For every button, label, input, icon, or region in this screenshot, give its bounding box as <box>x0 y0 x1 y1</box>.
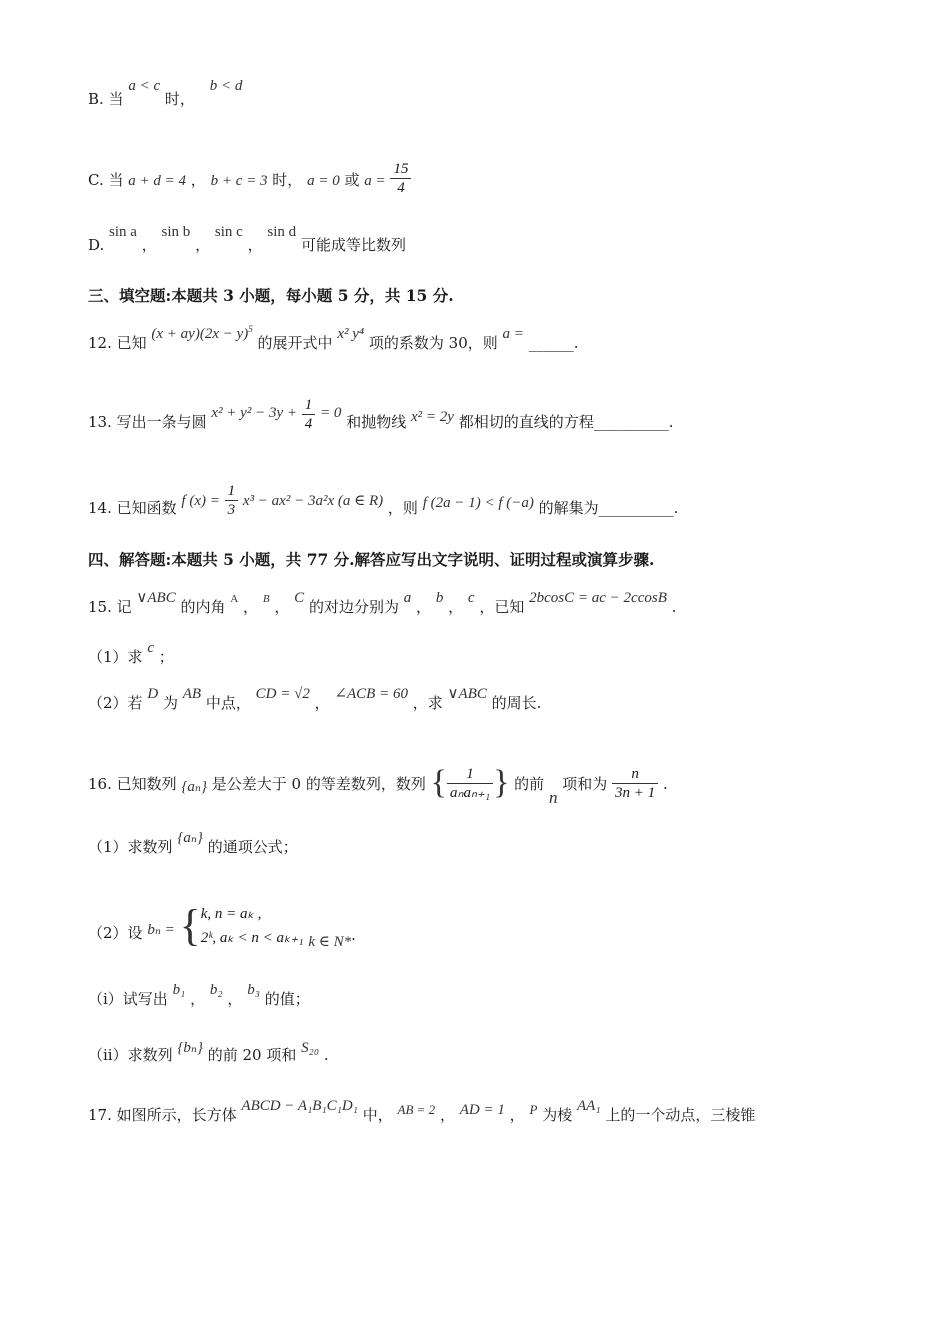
q16-p2-case-2: 2ᵏ, aₖ < n < aₖ₊₁ <box>200 929 304 946</box>
option-d <box>88 224 406 255</box>
q17-cuboid: ABCD − A₁B₁C₁D₁ <box>241 1098 358 1114</box>
fraction-numerator: 1 <box>447 765 493 784</box>
q16-pii-sequence: {bₙ} <box>177 1040 203 1056</box>
q13-circle-rhs: = 0 <box>320 404 342 421</box>
option-d-comma-1: ， <box>141 236 157 254</box>
q15-sep-4: ， <box>448 598 464 616</box>
q16-text-2: 的前 <box>514 775 545 793</box>
q15-side-a: a <box>403 590 412 606</box>
q17-text-2: 为棱 <box>542 1106 573 1124</box>
question-13 <box>88 376 674 432</box>
q16-p2-cases <box>201 902 304 950</box>
q15-text-1: 的内角 <box>180 598 226 616</box>
fraction-denominator: 3 <box>227 502 236 518</box>
option-c-eq3: a = 0 <box>307 172 340 189</box>
q15-p2-sep: ， <box>314 694 330 712</box>
option-d-tail: 可能成等比数列 <box>300 236 406 254</box>
q14-function-rhs: x³ − ax² − 3a²x (a ∈ R) <box>242 492 384 509</box>
fraction-denominator: 4 <box>304 416 313 432</box>
left-brace-icon: { <box>179 901 201 950</box>
q15-p2-cd: CD = √2 <box>255 686 310 702</box>
option-c-or: 或 <box>344 170 360 189</box>
question-14 <box>88 468 679 518</box>
q16-part-ii <box>88 1040 329 1064</box>
q16-part-i <box>88 982 310 1008</box>
q15-part-2 <box>88 686 542 713</box>
q15-p2-text-3: ，求 <box>412 694 443 712</box>
right-brace-icon: } <box>493 764 510 801</box>
q16-pi-b2: b₂ <box>209 982 223 998</box>
option-c <box>88 140 411 196</box>
q13-fraction <box>302 396 316 433</box>
q16-p1-label: （1）求数列 <box>88 838 173 856</box>
q15-sep-2: ， <box>274 598 290 616</box>
question-15 <box>88 590 677 617</box>
q16-pi-b1: b₁ <box>172 982 186 998</box>
q16-pii-text: 的前 20 项和 <box>207 1046 297 1064</box>
q15-p2-point-d: D <box>147 686 159 702</box>
q16-pi-label: （i）试写出 <box>88 990 168 1008</box>
option-b-label: B. 当 <box>88 90 124 108</box>
q16-part-2 <box>88 886 356 950</box>
option-c-fraction <box>390 160 411 197</box>
option-b-condition: a < c <box>128 78 161 94</box>
question-16 <box>88 750 668 807</box>
q15-p2-label: （2）若 <box>88 694 143 712</box>
q16-p2-b: bₙ = <box>147 921 175 938</box>
option-d-comma-3: ， <box>247 236 263 254</box>
q14-label: 14. 已知函数 <box>88 498 177 517</box>
q16-sum-fraction <box>612 765 658 802</box>
q17-label: 17. 如图所示，长方体 <box>88 1106 237 1124</box>
q15-angle-c: C <box>294 590 305 606</box>
section-3-heading: 三、填空题:本题共 3 小题，每小题 5 分，共 15 分. <box>88 286 454 305</box>
fraction-denominator: aₙaₙ₊₁ <box>449 784 491 801</box>
option-d-term-3: sin c <box>214 224 243 240</box>
option-b <box>88 78 243 109</box>
left-brace-icon: { <box>430 764 447 801</box>
q12-term: x² y⁴ <box>337 326 365 342</box>
q16-pi-sep-1: ， <box>190 990 206 1008</box>
q15-condition: 2bcosC = ac − 2ccosB <box>529 590 667 606</box>
q17-sep-1: ， <box>439 1106 455 1124</box>
fraction-denominator: 4 <box>397 180 405 196</box>
question-17 <box>88 1098 756 1124</box>
q15-p2-angle: ∠ACB = 60 <box>334 686 408 702</box>
q15-text-2: 的对边分别为 <box>308 598 399 616</box>
q16-sequence: {aₙ} <box>181 779 207 795</box>
q17-ab: AB = 2 <box>397 1102 436 1117</box>
q16-reciprocal-fraction <box>447 765 493 802</box>
option-c-eq1: a + d = 4 <box>128 172 187 189</box>
option-c-sep: ， <box>190 170 206 189</box>
q15-p2-segment-ab: AB <box>182 686 202 702</box>
q16-n: n <box>548 788 558 807</box>
option-d-label: D. <box>88 236 105 254</box>
fraction-numerator: 1 <box>225 482 239 501</box>
q12-exponent: 5 <box>248 324 253 334</box>
q12-expression: (x + ay)(2x − y) <box>151 326 249 342</box>
fraction-denominator: 3n + 1 <box>615 784 656 801</box>
q16-p2-dot: . <box>351 925 356 944</box>
q13-parabola: x² = 2y <box>411 408 454 425</box>
q14-tail: 的解集为__________. <box>538 498 679 517</box>
q15-p1-var: c <box>147 640 154 656</box>
q15-dot: . <box>671 598 677 616</box>
question-12 <box>88 324 579 353</box>
q16-pii-s20: S₂₀ <box>301 1040 320 1056</box>
q16-text-3: 项和为 <box>562 775 608 793</box>
q12-variable: a = <box>502 326 524 342</box>
q15-p2-end: 的周长. <box>491 694 542 712</box>
q15-text-3: ，已知 <box>479 598 525 616</box>
q16-pii-end: . <box>323 1046 329 1064</box>
q15-side-b: b <box>435 590 444 606</box>
q16-pi-b3: b₃ <box>247 982 260 998</box>
option-c-eq4-lhs: a = <box>364 172 386 189</box>
q15-p1-label: （1）求 <box>88 648 143 666</box>
q14-mid: ，则 <box>387 498 418 517</box>
q15-sep-1: ， <box>243 598 259 616</box>
option-d-term-2: sin b <box>161 224 191 240</box>
q16-p1-sequence: {aₙ} <box>177 830 203 846</box>
option-c-eq2: b + c = 3 <box>210 172 268 189</box>
option-b-result: b < d <box>209 78 243 94</box>
option-c-label: C. 当 <box>88 170 124 189</box>
q13-tail: 都相切的直线的方程__________. <box>458 412 674 431</box>
q16-pi-end: 的值； <box>264 990 310 1008</box>
q15-p2-text-1: 为 <box>162 694 178 712</box>
q16-dot: . <box>662 775 668 793</box>
q17-text-1: 中， <box>362 1106 393 1124</box>
q16-p2-label: （2）设 <box>88 923 143 942</box>
fraction-numerator: 1 <box>302 396 316 415</box>
q15-p2-text-2: 中点， <box>205 694 251 712</box>
q12-mid: 的展开式中 <box>257 334 333 352</box>
option-d-term-4: sin d <box>267 224 297 240</box>
q15-p2-triangle: ∨ABC <box>447 686 487 702</box>
fraction-numerator: n <box>612 765 658 784</box>
q15-triangle: ∨ABC <box>136 590 176 606</box>
section-4-heading: 四、解答题:本题共 5 小题，共 77 分.解答应写出文字说明、证明过程或演算步骤. <box>88 550 655 569</box>
q17-point-p: P <box>529 1102 538 1117</box>
q15-label: 15. 记 <box>88 598 132 616</box>
q15-sep-3: ， <box>416 598 432 616</box>
option-c-mid: 时， <box>272 170 303 189</box>
q15-angle-a: A <box>230 593 239 605</box>
q17-edge: AA₁ <box>577 1098 601 1114</box>
q17-sep-2: ， <box>509 1106 525 1124</box>
option-d-term-1: sin a <box>109 224 137 240</box>
q12-label: 12. 已知 <box>88 334 147 352</box>
q15-angle-b: B <box>262 593 270 605</box>
q12-tail: 项的系数为 30，则 <box>368 334 498 352</box>
q16-text-1: 是公差大于 0 的等差数列，数列 <box>211 775 426 793</box>
q12-blank: ______. <box>528 334 579 352</box>
q16-p1-end: 的通项公式； <box>207 838 298 856</box>
q16-p2-case-1: k, n = aₖ , <box>200 905 262 922</box>
q15-side-c: c <box>467 590 475 606</box>
q14-inequality: f (2a − 1) < f (−a) <box>422 494 534 511</box>
q13-circle-lhs: x² + y² − 3y + <box>211 404 297 421</box>
q13-mid: 和抛物线 <box>346 412 407 431</box>
q16-pii-label: （ii）求数列 <box>88 1046 173 1064</box>
q17-ad: AD = 1 <box>459 1102 505 1118</box>
q15-p1-end: ； <box>158 648 174 666</box>
option-d-comma-2: ， <box>195 236 211 254</box>
q16-p2-k: k ∈ N* <box>308 933 352 950</box>
q13-label: 13. 写出一条与圆 <box>88 412 207 431</box>
q17-text-3: 上的一个动点，三棱锥 <box>605 1106 756 1124</box>
q16-part-1 <box>88 830 298 857</box>
q15-part-1 <box>88 640 174 667</box>
fraction-numerator: 15 <box>390 160 411 179</box>
q16-pi-sep-2: ， <box>227 990 243 1008</box>
option-b-mid: 时， <box>164 90 195 108</box>
q16-label: 16. 已知数列 <box>88 775 177 793</box>
q14-fraction <box>225 482 239 519</box>
q14-function-lhs: f (x) = <box>181 492 220 509</box>
